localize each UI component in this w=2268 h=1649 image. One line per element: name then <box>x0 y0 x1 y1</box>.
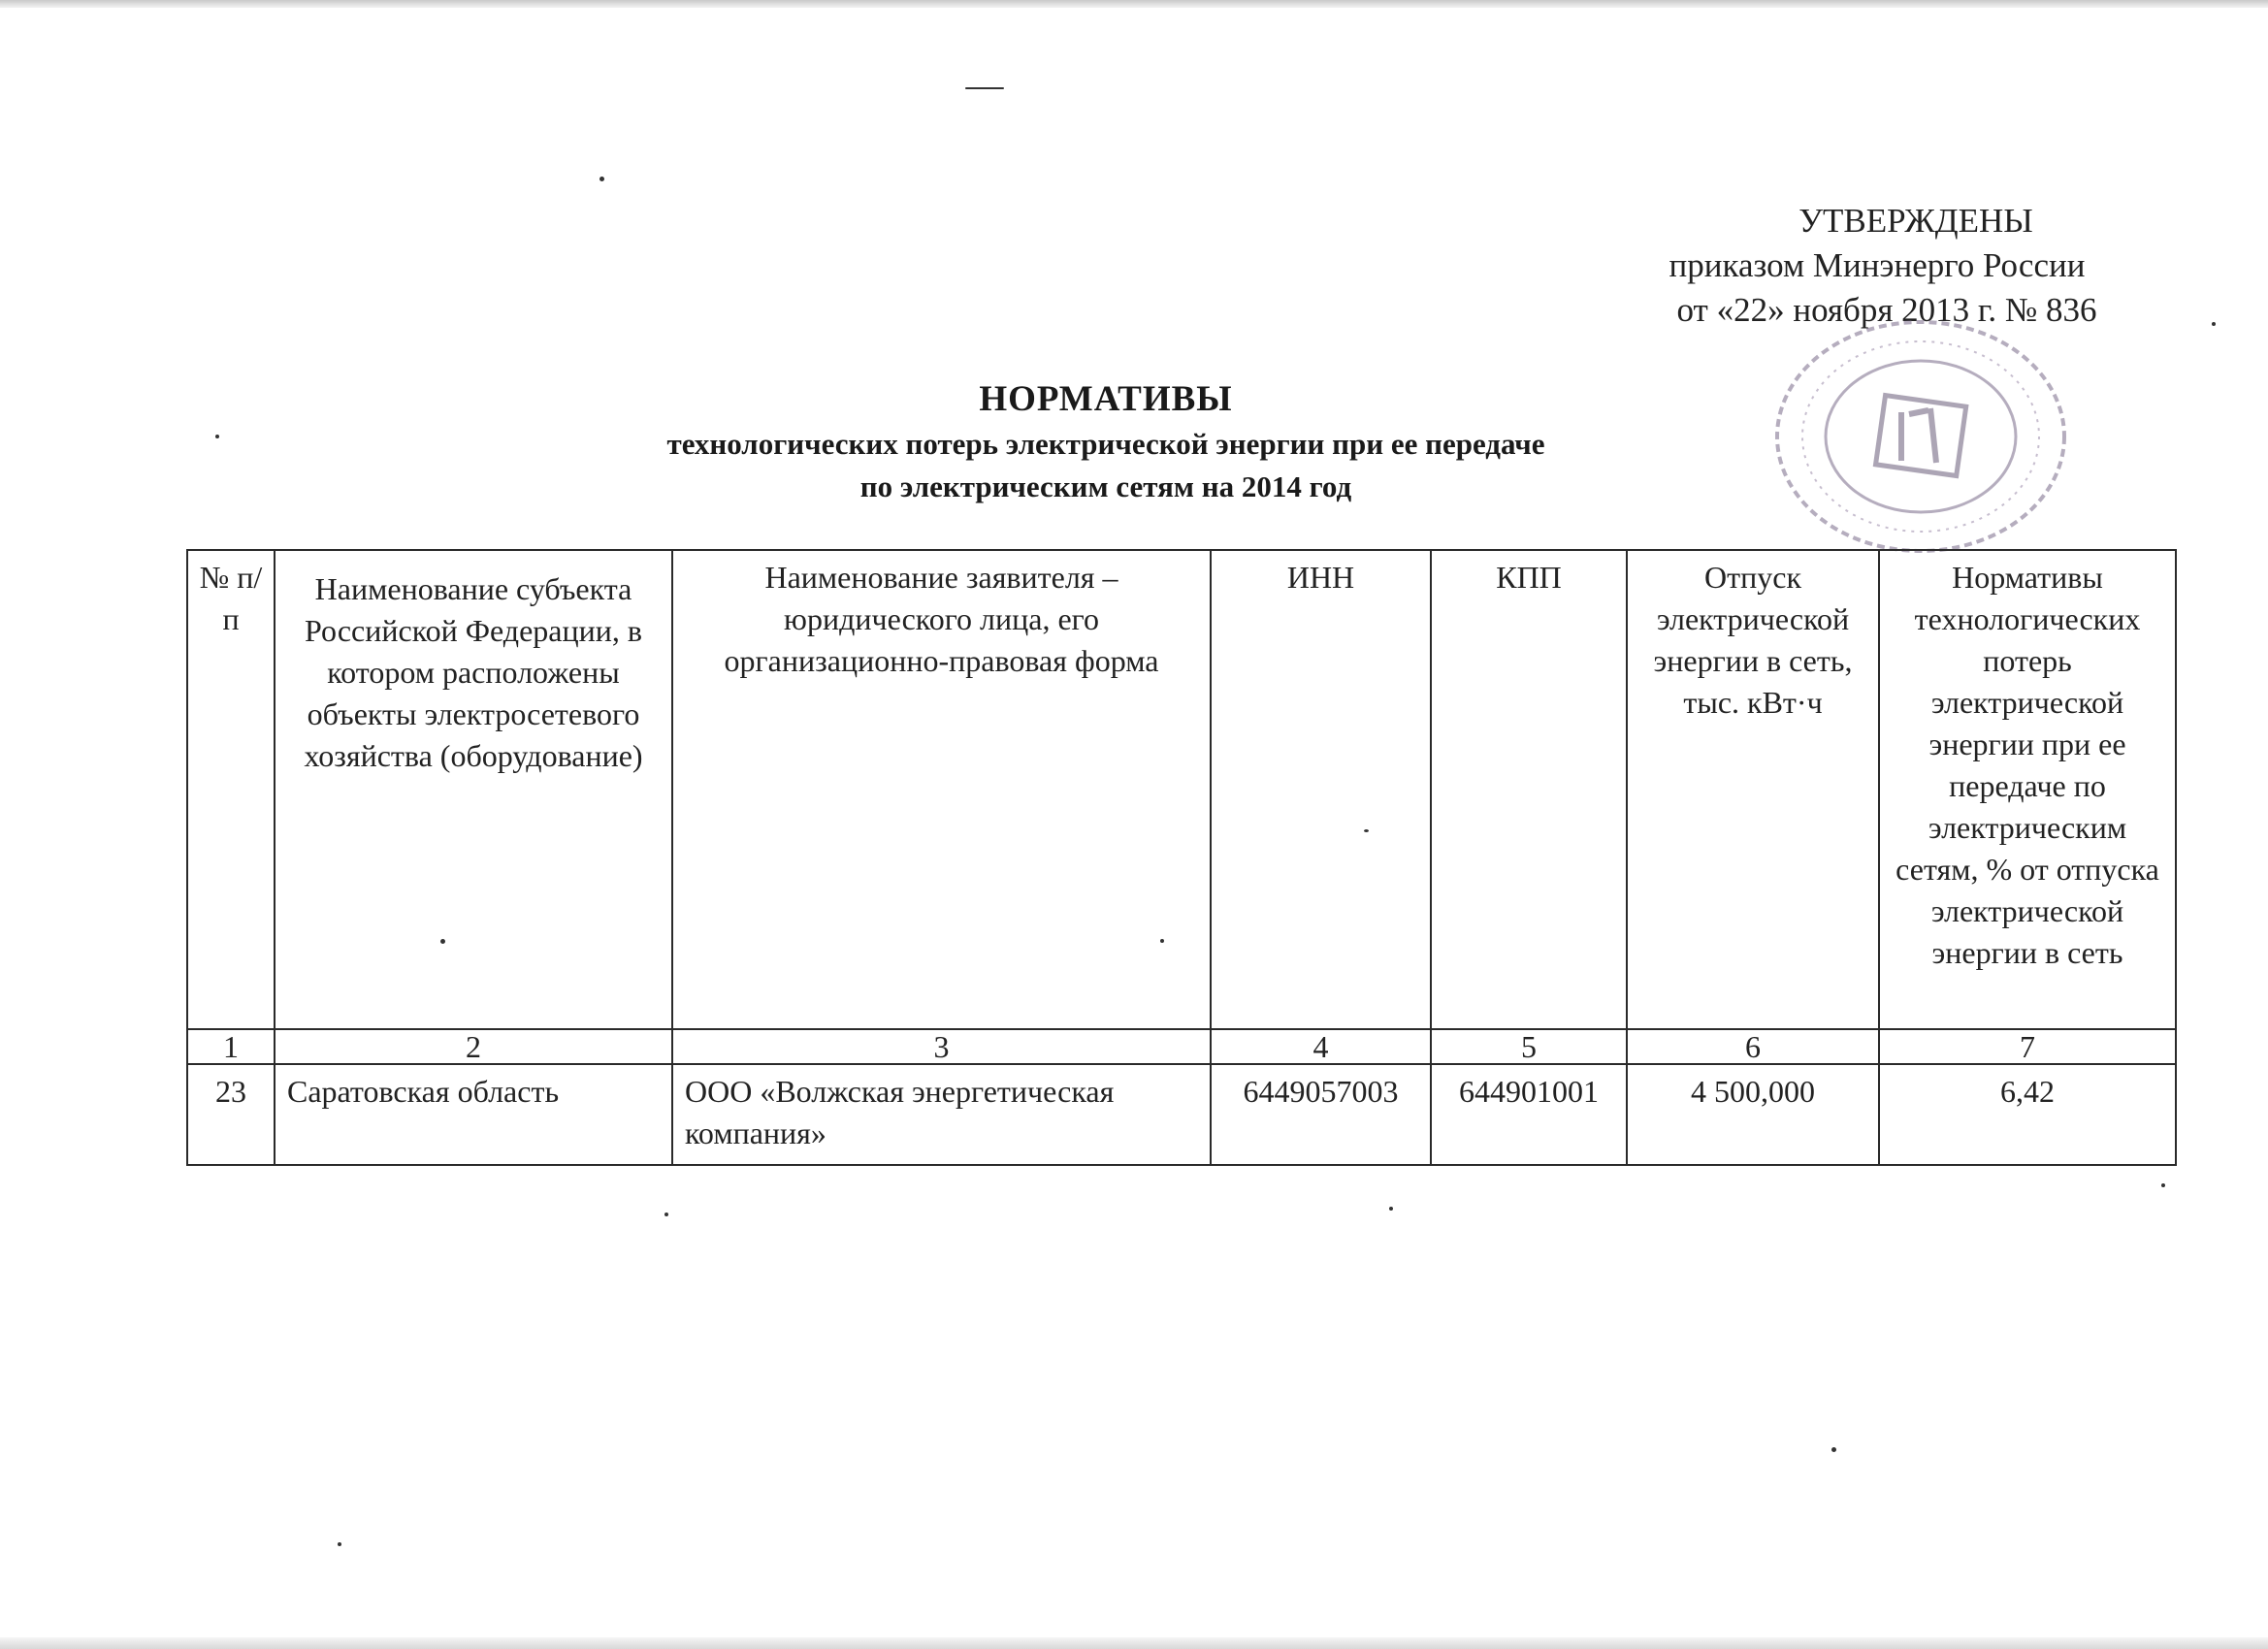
row-kpp: 644901001 <box>1431 1064 1627 1165</box>
approval-status: УТВЕРЖДЕНЫ <box>1798 202 2033 240</box>
header-region: Наименование субъекта Российской Федерации, в котором расположены объекты электросетевого хозяйства (оборудование) <box>275 550 672 1029</box>
scan-speck <box>2161 1183 2165 1187</box>
header-norm: Нормативы технологических потерь электрической энергии при ее передаче по электрическим сетям, % от отпуска электрической энергии в сеть <box>1879 550 2176 1029</box>
row-applicant: ООО «Волжская энергетическая компания» <box>672 1064 1211 1165</box>
row-region: Саратовская область <box>275 1064 672 1165</box>
column-number-row <box>187 1029 2176 1064</box>
approval-order-date: от «22» ноября 2013 г. № 836 <box>1676 291 2097 329</box>
column-number: 7 <box>1879 1029 2176 1064</box>
row-number: 23 <box>187 1064 275 1165</box>
page-edge-top <box>0 0 2268 8</box>
title-line-2: технологических потерь электрической энергии при ее передаче <box>666 427 1545 461</box>
row-supply: 4 500,000 <box>1627 1064 1879 1165</box>
title-main: НОРМАТИВЫ <box>979 379 1233 419</box>
scan-speck <box>215 435 219 438</box>
column-number: 3 <box>672 1029 1211 1064</box>
scan-speck <box>2212 322 2216 326</box>
column-number: 5 <box>1431 1029 1627 1064</box>
header-number: № п/п <box>187 550 275 1029</box>
scan-speck <box>338 1542 341 1546</box>
row-inn: 6449057003 <box>1211 1064 1431 1165</box>
ministry-stamp <box>1766 315 2066 558</box>
table-header-row <box>187 550 2176 1029</box>
column-number: 4 <box>1211 1029 1431 1064</box>
column-number: 6 <box>1627 1029 1879 1064</box>
column-number: 2 <box>275 1029 672 1064</box>
scan-speck <box>1831 1447 1836 1452</box>
scan-speck <box>664 1212 668 1216</box>
header-supply: Отпуск электрической энергии в сеть, тыс. кВт·ч <box>1627 550 1879 1029</box>
table-row <box>187 1064 2176 1165</box>
title-line-3: по электрическим сетям на 2014 год <box>859 469 1352 503</box>
document-title <box>504 376 1707 508</box>
scan-speck <box>1389 1207 1393 1211</box>
header-applicant: Наименование заявителя – юридического лица, его организационно-правовая форма <box>672 550 1211 1029</box>
norms-table <box>186 549 2177 1166</box>
column-number: 1 <box>187 1029 275 1064</box>
row-norm: 6,42 <box>1879 1064 2176 1165</box>
header-inn: ИНН <box>1211 550 1431 1029</box>
scan-speck <box>599 177 604 181</box>
approval-block <box>1591 199 2115 333</box>
approval-order: приказом Минэнерго России <box>1669 246 2086 284</box>
page-edge-bottom <box>0 1637 2268 1649</box>
scan-speck <box>965 87 1004 89</box>
header-kpp: КПП <box>1431 550 1627 1029</box>
